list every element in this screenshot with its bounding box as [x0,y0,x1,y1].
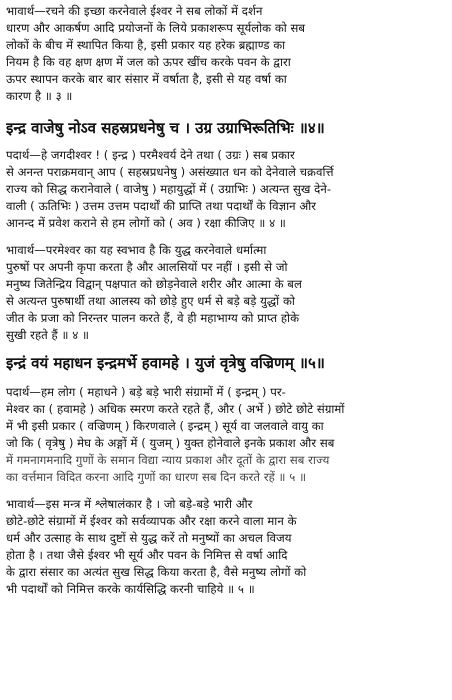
text-line: में गमनागमनादि गुणों के समान विद्या न्याय प्रकाश और दूतों के द्वारा सब राज्य [6,453,330,467]
text-line: के द्वारा संसार का अत्यंत सुख सिद्ध किया करता है, वैसे मनुष्य लोगों को [6,565,307,579]
text-line: ऊपर स्थापन करके बार बार संसार में वर्षाता है, इसी से यह वर्षा का [6,72,287,86]
text-line: जीत के प्रजा को निरन्तर पालन करते हैं, वे ही महाभाग्य को प्राप्त होके [6,311,300,325]
bhavartha-paragraph-5 [6,496,442,598]
text-line: भावार्थ—इस मन्त्र में श्लेषालंकार है । जो बड़े-बड़े भारी और [6,497,253,511]
text-line: में भी इसी प्रकार ( वज्रिणम् ) किरणवाले ( इन्द्रम् ) सूर्य वा जलवाले वायु का [6,419,324,433]
padartha-paragraph-5 [6,384,442,486]
text-line: भी पदार्थों को निमित्त करके कार्यसिद्धि करनी चाहिये ॥ ५ ॥ [6,582,255,596]
text-line: से अत्यन्त पुरुषार्थी तथा आलस्य को छोड़े हुए धर्म से बड़े बड़े युद्धों को [6,294,295,308]
padartha-paragraph-4 [6,147,442,232]
text-line: धारण और आकर्षण आदि प्रयोजनों के लिये प्रकाशरूप सूर्यलोक को सब [6,21,306,35]
text-line: जो कि ( वृत्रेषु ) मेघ के अङ्गों में ( युजम् ) युक्त होनेवाले इनके प्रकाश और सब [6,436,335,450]
text-line: का वर्त्तमान विदित करना आदि गुणों का धारण सब दिन करते रहें ॥ ५ ॥ [6,470,307,484]
text-line: से अनन्त पराक्रमवान् आप ( सहस्रप्रधनेषु ) असंख्यात धन को देनेवाले चक्रवर्त्ति [6,165,334,179]
text-line: पदार्थ—हम लोग ( महाधने ) बड़े बड़े भारी संग्रामों में ( इन्द्रम् ) पर- [6,385,286,399]
text-line: राज्य को सिद्ध करानेवाले ( वाजेषु ) महायुद्धों में ( उग्राभिः ) अत्यन्त सुख देने- [6,182,332,196]
text-line: कारण है ॥ ३ ॥ [6,89,73,103]
text-line: आनन्द में प्रवेश कराने से हम लोगों को ( अव ) रक्षा कीजिए ॥ ४ ॥ [6,216,286,230]
text-line: नियम है कि वह क्षण क्षण में जल को ऊपर खींच करके पवन के द्वारा [6,55,291,69]
text-line: धर्म और उत्साह के साथ दुष्टों से युद्ध करें तो मनुष्यों का अचल विजय [6,531,292,545]
text-line: भावार्थ—परमेश्वर का यह स्वभाव है कि युद्ध करनेवाले धर्मात्मा [6,243,267,257]
text-line: पदार्थ—हे जगदीश्वर ! ( इन्द्र ) परमैश्वर्य देने तथा ( उग्रः ) सब प्रकार [6,148,295,162]
text-line: भावार्थ—रचने की इच्छा करनेवाले ईश्वर ने सब लोकों में दर्शन [6,4,263,18]
text-line: लोकों के बीच में स्थापित किया है, इसी प्रकार यह हरेक ब्रह्माण्ड का [6,38,286,52]
text-line: सुखी रहते हैं ॥ ४ ॥ [6,328,90,342]
text-line: पुरुषों पर अपनी कृपा करता है और आलसियों पर नहीं । इसी से जो [6,260,288,274]
bhavartha-paragraph-4 [6,242,442,344]
mantra-verse-5: इन्द्रं वयं महाधन इन्द्रमर्भे हवामहे । युजं वृत्रेषु वज्रिणम् ॥५॥ [6,354,325,372]
mantra-verse-4: इन्द्र वाजेषु नोऽव सहस्रप्रधनेषु च । उग्र उग्राभिरूतिभिः ॥४॥ [6,119,325,137]
paragraph-gap [6,486,442,496]
text-line: मनुष्य जितेन्द्रिय विद्वान् पक्षपात को छोड़नेवाले शरीर और आत्मा के बल [6,277,302,291]
text-line: वाली ( ऊतिभिः ) उत्तम उत्तम पदार्थों की प्राप्ति तथा पदार्थों के विज्ञान और [6,199,317,213]
paragraph-gap [6,232,442,242]
text-line: छोटे-छोटे संग्रामों में ईश्वर को सर्वव्यापक और रक्षा करने वाला मान के [6,514,297,528]
text-line: होता है । तथा जैसे ईश्वर भी सूर्य और पवन के निमित्त से वर्षा आदि [6,548,288,562]
text-line: मेश्वर का ( हवामहे ) अधिक स्मरण करते रहते हैं, और ( अर्भे ) छोटे छोटे संग्रामों [6,402,345,416]
bhavartha-paragraph-3 [6,3,442,105]
